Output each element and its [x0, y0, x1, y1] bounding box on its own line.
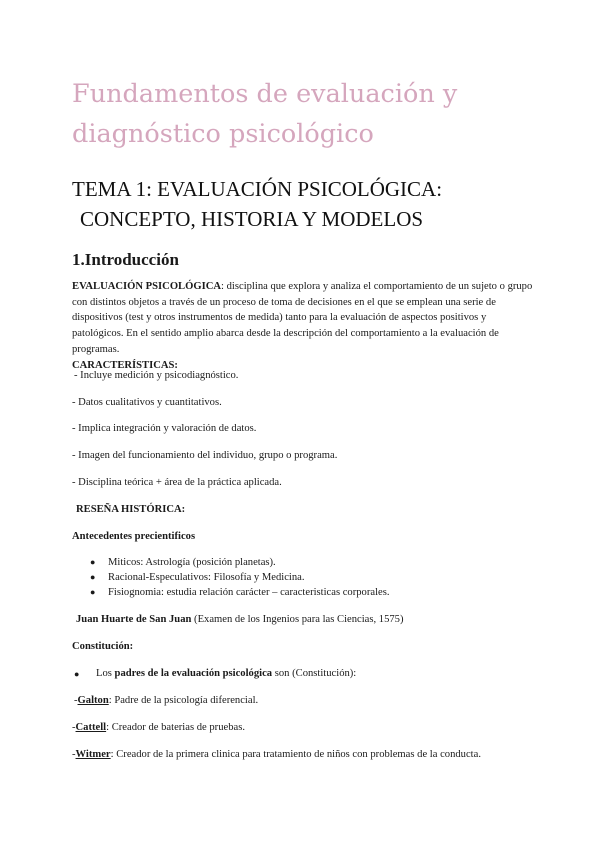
- characteristic-item: - Disciplina teórica + área de la práctica aplicada.: [72, 477, 282, 488]
- bullet-icon: ●: [74, 669, 80, 679]
- characteristic-item: - Implica integración y valoración de datos.: [72, 423, 257, 434]
- galton-line: [74, 694, 258, 708]
- dash: -: [74, 695, 78, 706]
- huarte-name: Juan Huarte de San Juan: [76, 614, 192, 625]
- bullet-icon: ●: [90, 572, 96, 582]
- founders-line: [96, 667, 356, 681]
- topic-heading-line-1: TEMA 1: EVALUACIÓN PSICOLÓGICA:: [72, 177, 443, 201]
- witmer-name: Witmer: [75, 749, 111, 760]
- intro-paragraph: [72, 279, 534, 373]
- founders-bold: padres de la evaluación psicológica: [114, 668, 273, 679]
- galton-name: Galton: [77, 695, 109, 706]
- antecedent-item: Racional-Especulativos: Filosofía y Medicina.: [108, 572, 305, 583]
- antecedents-heading: Antecedentes precientificos: [72, 531, 196, 542]
- dash: -: [72, 749, 76, 760]
- dash: -: [72, 722, 76, 733]
- section-heading: 1.Introducción: [72, 250, 179, 269]
- cattell-line: [72, 721, 245, 735]
- constitution-heading: Constitución:: [72, 641, 134, 652]
- cattell-name: Cattell: [75, 722, 107, 733]
- bullet-icon: ●: [90, 557, 96, 567]
- characteristic-item: - Incluye medición y psicodiagnóstico.: [74, 370, 239, 381]
- topic-heading: [72, 174, 542, 234]
- characteristics-heading: CARACTERÍSTICAS:: [72, 359, 178, 371]
- founders-pre: Los: [96, 668, 115, 679]
- antecedent-item: Fisiognomia: estudia relación carácter – caracteristicas corporales.: [108, 587, 390, 598]
- huarte-line: [76, 613, 404, 627]
- founders-post: son (Constitución):: [272, 668, 357, 679]
- huarte-text: (Examen de los Ingenios para las Ciencias, 1575): [191, 614, 404, 625]
- characteristic-item: - Datos cualitativos y cuantitativos.: [72, 397, 222, 408]
- cattell-text: : Creador de baterias de pruebas.: [106, 722, 245, 733]
- topic-heading-line-2: CONCEPTO, HISTORIA Y MODELOS: [80, 207, 424, 231]
- witmer-text: : Creador de la primera clinica para tratamiento de niños con problemas de la conducta.: [110, 749, 481, 760]
- bullet-icon: ●: [90, 587, 96, 597]
- galton-text: : Padre de la psicología diferencial.: [108, 695, 259, 706]
- intro-term: EVALUACIÓN PSICOLÓGICA: [72, 281, 222, 292]
- history-heading: RESEÑA HISTÓRICA:: [76, 504, 186, 515]
- witmer-line: [72, 748, 481, 762]
- antecedent-item: Miticos: Astrología (posición planetas).: [108, 557, 276, 568]
- characteristic-item: - Imagen del funcionamiento del individuo, grupo o programa.: [72, 450, 338, 461]
- document-title: Fundamentos de evaluación y diagnóstico psicológico: [72, 79, 458, 149]
- intro-text: : disciplina que explora y analiza el comportamiento de un sujeto o grupo con distintos objetos a través de un proceso de toma de decisiones en el que se emplean una serie de dispositivos (test y otros instrumentos de medida) tanto para la evaluación de aspectos positivos y patológicos. En el sentido amplio abarca desde la descripción del comportamiento a la evaluación de programas.: [72, 281, 533, 355]
